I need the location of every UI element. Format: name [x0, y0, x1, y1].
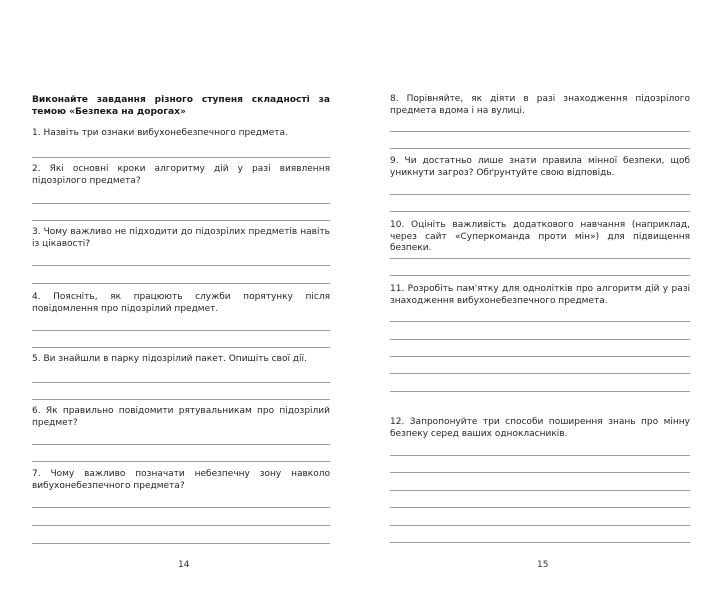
answer-line — [390, 211, 690, 212]
question-8: 8. Порівняйте, як діяти в разі знаходження підозрілого предмета вдома і на вулиці. — [390, 94, 690, 116]
question-9: 9. Чи достатньо лише знати правила мінної безпеки, щоб уникнути загроз? Обґрунтуйте свою відповідь. — [390, 156, 690, 178]
answer-line — [390, 373, 690, 374]
answer-line — [390, 148, 690, 149]
right-page — [360, 0, 720, 595]
page-number: 15 — [537, 560, 549, 570]
question-10: 10. Оцініть важливість додаткового навчання (наприклад, через сайт «Суперкоманда проти мін») для підвищення безпеки. — [390, 220, 690, 254]
answer-line — [390, 507, 690, 508]
question-11: 11. Розробіть пам'ятку для однолітків про алгоритм дій у разі знаходження вибухонебезпечного предмета. — [390, 284, 690, 306]
answer-line — [390, 339, 690, 340]
answer-line — [390, 258, 690, 259]
answer-line — [32, 157, 330, 158]
answer-line — [32, 382, 330, 383]
answer-line — [32, 203, 330, 204]
question-7: 7. Чому важливо позначати небезпечну зону навколо вибухонебезпечного предмета? — [32, 469, 330, 491]
answer-line — [32, 265, 330, 266]
question-1: 1. Назвіть три ознаки вибухонебезпечного предмета. — [32, 128, 288, 138]
answer-line — [32, 399, 330, 400]
answer-line — [390, 455, 690, 456]
answer-line — [390, 472, 690, 473]
answer-line — [390, 131, 690, 132]
page-number: 14 — [178, 560, 190, 570]
answer-line — [32, 507, 330, 508]
answer-line — [32, 330, 330, 331]
answer-line — [32, 525, 330, 526]
answer-line — [390, 391, 690, 392]
question-3: 3. Чому важливо не підходити до підозрілих предметів навіть із цікавості? — [32, 227, 330, 249]
question-5: 5. Ви знайшли в парку підозрілий пакет. Опишіть свої дії. — [32, 354, 307, 364]
question-12: 12. Запропонуйте три способи поширення знань про мінну безпеку серед ваших однокласників. — [390, 417, 690, 439]
question-2: 2. Які основні кроки алгоритму дій у разі виявлення підозрілого предмета? — [32, 164, 330, 186]
answer-line — [390, 525, 690, 526]
answer-line — [390, 542, 690, 543]
answer-line — [390, 356, 690, 357]
answer-line — [32, 220, 330, 221]
task-heading: Виконайте завдання різного ступеня складності за темою «Безпека на дорогах» — [32, 95, 330, 118]
answer-line — [390, 490, 690, 491]
answer-line — [32, 444, 330, 445]
question-4: 4. Поясніть, як працюють служби порятунку після повідомлення про підозрілий предмет. — [32, 292, 330, 314]
answer-line — [32, 347, 330, 348]
answer-line — [390, 275, 690, 276]
answer-line — [32, 283, 330, 284]
question-6: 6. Як правильно повідомити рятувальникам про підозрілий предмет? — [32, 406, 330, 428]
answer-line — [390, 194, 690, 195]
answer-line — [32, 543, 330, 544]
answer-line — [32, 461, 330, 462]
answer-line — [390, 321, 690, 322]
